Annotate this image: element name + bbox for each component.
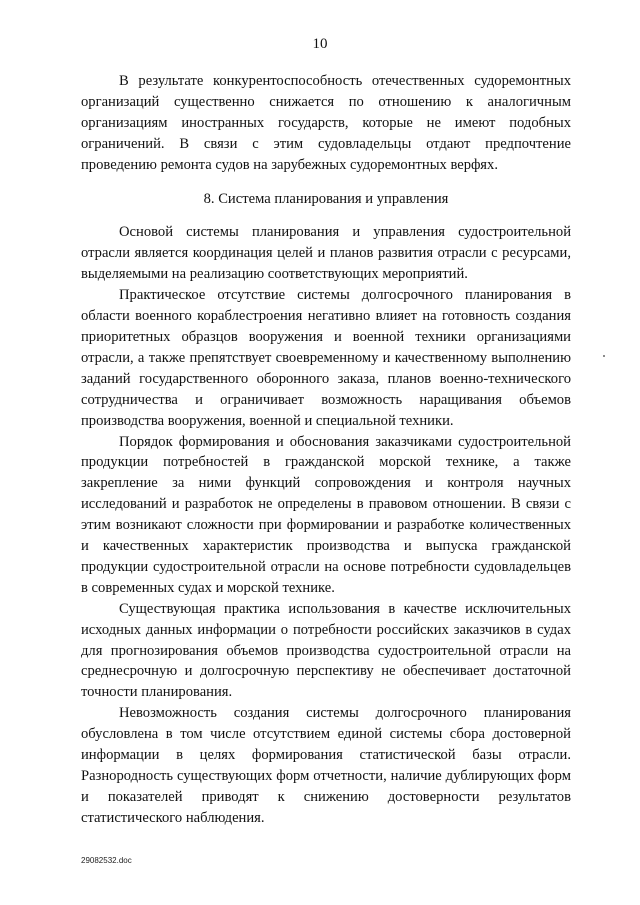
document-body <box>81 71 571 829</box>
paragraph-statistics-system: Невозможность создания системы долгосрочного планирования обусловлена в том числе отсутствием единой системы сбора достоверной информации в целях формирования статистической базы отрасли. Разнородность существующих форм отчетности, наличие дублирующих форм и показателей приводят к снижению достоверности результатов статистического наблюдения. <box>81 705 571 826</box>
section-heading: 8. Система планирования и управления <box>203 190 449 207</box>
paragraph-forecasting-practice: Существующая практика использования в качестве исключительных исходных данных информации о потребности российских заказчиков в судах для прогнозирования объемов производства судостроительной отрасли на среднесрочную и долгосрочную перспективу не обеспечивает достаточной точности планирования. <box>81 600 571 701</box>
paragraph-civil-demand-procedure: Порядок формирования и обоснования заказчиками судостроительной продукции потребностей в гражданской морской технике, а также закрепление за ними функций сопровождения и контроля научных исследований и разработок не определены в правовом отношении. В связи с этим возникают сложности при формировании и разработке количественных и качественных характеристик производства и выпуска гражданской продукции судостроительной отрасли на основе потребности судовладельцев в современных судах и морской технике. <box>81 433 571 596</box>
page-number: 10 <box>312 36 328 52</box>
paragraph-ship-repair-competitiveness: В результате конкурентоспособность отечественных судоремонтных организаций существенно снижается по отношению к аналогичным организациям иностранных государств, которые не имеют подобных ограничений. В связи с этим судовладельцы отдают предпочтение проведению ремонта судов на зарубежных судоремонтных верфях. <box>81 73 571 173</box>
paragraph-military-shipbuilding-planning: Практическое отсутствие системы долгосрочного планирования в области военного кораблестроения негативно влияет на готовность создания приоритетных образцов вооружения и военной техники организациями отрасли, а также препятствует своевременному и качественному выполнению заданий государственного оборонного заказа, планов военно-технического сотрудничества и ограничивает возможность наращивания объемов производства вооружения, военной и специальной техники. <box>81 287 571 429</box>
margin-mark <box>603 355 605 357</box>
paragraph-planning-basis: Основой системы планирования и управления судостроительной отрасли является координация целей и планов развития отрасли с ресурсами, выделяемыми на реализацию соответствующих мероприятий. <box>81 224 571 283</box>
document-footer: 29082532.doc <box>81 856 132 865</box>
